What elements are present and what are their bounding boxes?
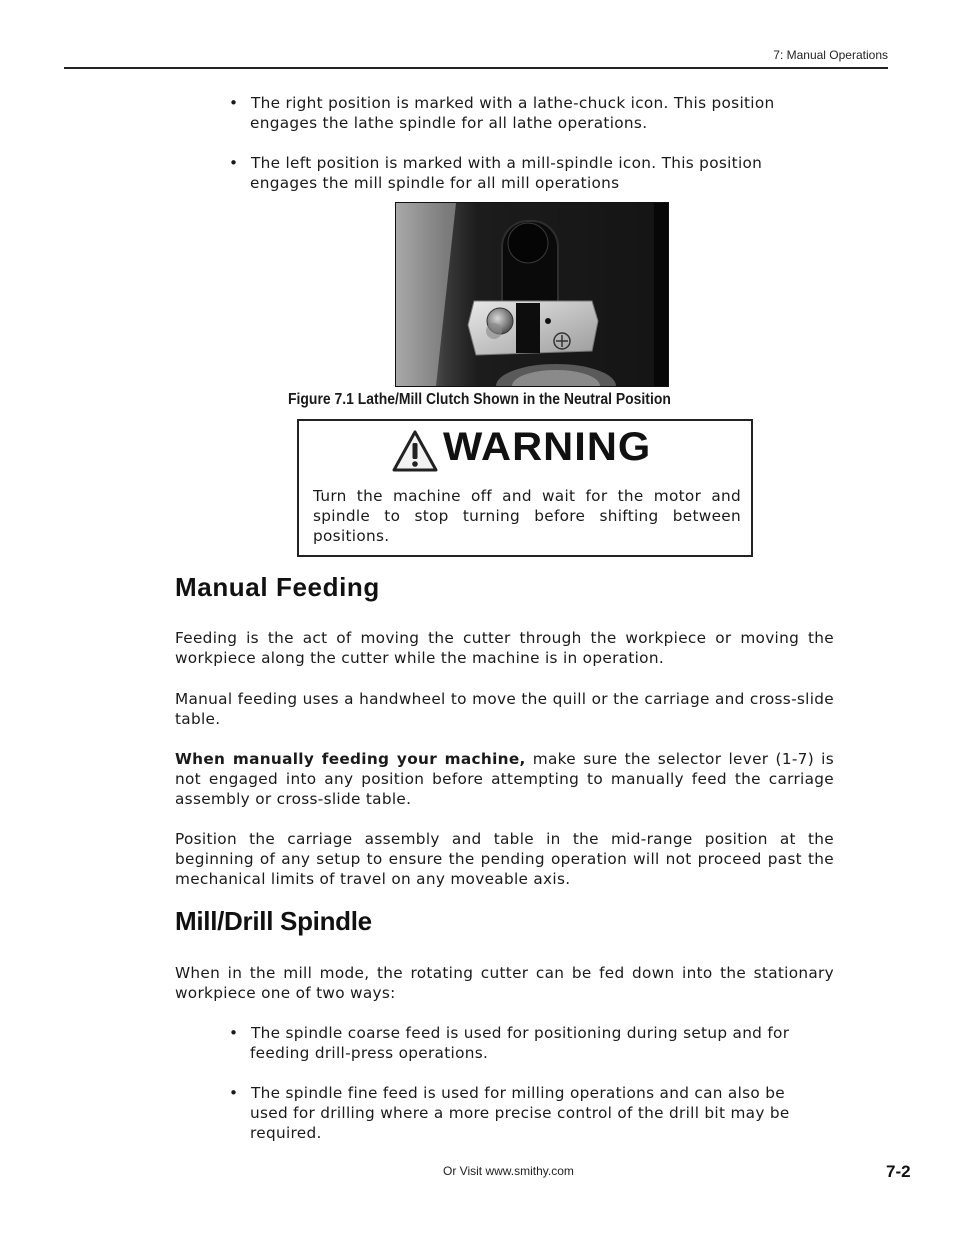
paragraph: When in the mill mode, the rotating cutter can be fed down into the stationary workpiece one of two ways: bbox=[175, 964, 834, 1002]
footer-website: Or Visit www.smithy.com bbox=[443, 1164, 574, 1178]
bullet-dot: • bbox=[229, 154, 239, 172]
section-title: 7: Manual Operations bbox=[773, 48, 888, 62]
list-item: • The right position is marked with a lathe-chuck icon. This position engages the lathe spindle for all lathe operations. bbox=[229, 94, 775, 132]
warning-box bbox=[297, 419, 753, 557]
bullet-dot: • bbox=[229, 94, 239, 112]
figure-caption: Figure 7.1 Lathe/Mill Clutch Shown in the Neutral Position bbox=[288, 391, 671, 408]
section-heading-manual-feeding: Manual Feeding bbox=[175, 572, 380, 602]
list-item: • The spindle coarse feed is used for positioning during setup and for feeding drill-press operations. bbox=[229, 1024, 790, 1062]
list-item: • The spindle fine feed is used for milling operations and can also be used for drilling where a more precise control of the drill bit may be required. bbox=[229, 1084, 790, 1142]
list-item: • The left position is marked with a mill-spindle icon. This position engages the mill spindle for all mill operations bbox=[229, 154, 763, 192]
paragraph: Feeding is the act of moving the cutter through the workpiece or moving the workpiece along the cutter while the machine is in operation. bbox=[175, 629, 834, 667]
paragraph: Manual feeding uses a handwheel to move the quill or the carriage and cross-slide table. bbox=[175, 690, 834, 728]
clutch-photo bbox=[395, 202, 669, 387]
paragraph: When manually feeding your machine, make sure the selector lever (1-7) is not engaged into any position before attempting to manually feed the carriage assembly or cross-slide table. bbox=[175, 750, 834, 808]
header-rule bbox=[64, 67, 888, 69]
bullet-dot: • bbox=[229, 1024, 239, 1042]
paragraph: Position the carriage assembly and table in the mid-range position at the beginning of any setup to ensure the pending operation will not proceed past the mechanical limits of travel on any moveable axis. bbox=[175, 830, 834, 888]
clutch-illustration bbox=[396, 203, 668, 386]
section-heading-mill-drill: Mill/Drill Spindle bbox=[175, 906, 372, 936]
page-number: 7-2 bbox=[886, 1162, 911, 1181]
bold-lead-in: When manually feeding your machine, bbox=[175, 750, 526, 768]
warning-title: WARNING bbox=[443, 425, 652, 469]
bullet-dot: • bbox=[229, 1084, 239, 1102]
warning-text: Turn the machine off and wait for the motor and spindle to stop turning before shifting between positions. bbox=[313, 487, 741, 545]
warning-triangle-icon bbox=[391, 429, 439, 473]
